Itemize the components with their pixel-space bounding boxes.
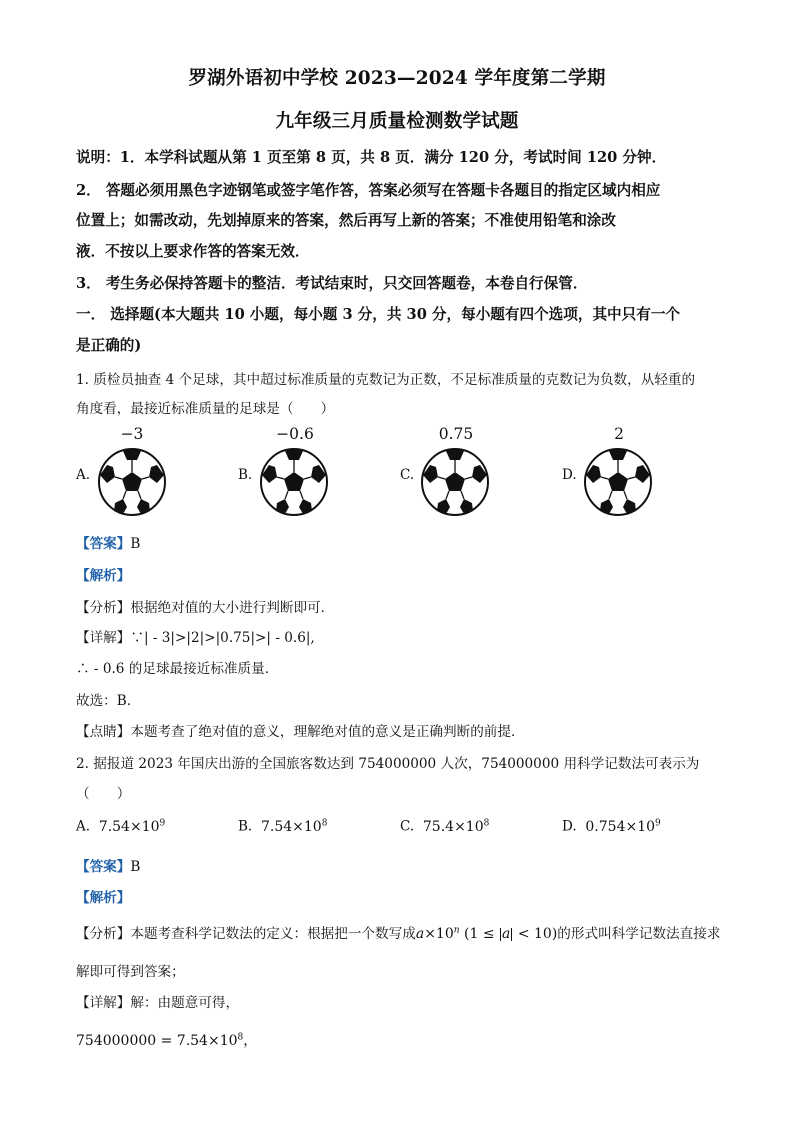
dianjing-tag: 【点睛】 [76,724,131,740]
q1-xiangjie [76,626,315,646]
xiangjie-tag: 【详解】 [76,630,131,646]
option-expression: $0.754\times 10^9$ [585,818,661,835]
q1-option-d-value: 2 [614,425,624,443]
q1-stem-line2: 角度看，最接近标准质量的足球是（ ） [76,401,335,417]
soccer-ball-icon [259,447,329,517]
section-heading-line2: 是正确的) [76,337,142,354]
section-heading-line1: 一． 选择题(本大题共 10 小题，每小题 3 分，共 30 分，每小题有四个选项，其中只有一个 [76,306,681,323]
option-label: A. [76,818,91,835]
option-expression: $7.54\times 10^8$ [260,818,328,835]
q1-dianjing [76,720,525,740]
soccer-ball-icon [420,447,490,517]
q2-fenxi [76,922,720,942]
q2-stem-line1: 2. 据报道 2023 年国庆出游的全国旅客数达到 754000000 人次，754000000 用科学记数法可表示为 [76,756,700,772]
instruction-2c: 液．不按以上要求作答的答案无效． [76,243,310,260]
q2-option-b [238,818,327,835]
option-label: B. [238,818,253,835]
q1-answer [76,532,140,552]
answer-value: B [130,859,141,875]
fenxi-text: 本题考查科学记数法的定义：根据把一个数写成 [130,926,416,942]
q1-option-c-label: C. [400,467,415,483]
option-label: D. [562,818,577,835]
q1-therefore: ∴ - 0.6 的足球最接近标准质量． [76,661,279,677]
q1-fenxi [76,596,334,616]
q1-option-b-value: −0.6 [276,425,314,443]
xiangjie-text: 解：由题意可得， [130,995,240,1011]
page-title-line1: 罗湖外语初中学校 2023—2024 学年度第二学期 [188,68,606,89]
q2-equation: $754000000 = 7.54\times 10^8$， [76,1032,258,1049]
instruction-3: 3． 考生务必保持答题卡的整洁．考试结束时，只交回答题卷，本卷自行保管． [76,275,588,292]
instruction-2a: 2． 答题必须用黑色字迹钢笔或签字笔作答，答案必须写在答题卡各题目的指定区域内相应 [76,182,661,199]
fenxi-formula: $a\times 10^n$ (1 ≤ a < 10) [415,925,558,942]
xiangjie-tag: 【详解】 [76,995,131,1011]
fenxi-tag: 【分析】 [76,926,131,942]
q2-stem-line2: （ ） [76,786,131,802]
soccer-ball-icon [97,447,167,517]
q1-choose: 故选：B． [76,693,141,709]
page-title-line2: 九年级三月质量检测数学试题 [275,111,519,132]
q2-xiangjie [76,991,239,1011]
q2-answer [76,855,140,875]
q1-option-a-value: −3 [120,425,144,443]
answer-tag: 【答案】 [76,859,131,875]
dianjing-text: 本题考查了绝对值的意义，理解绝对值的意义是正确判断的前提． [130,724,525,740]
answer-value: B [130,536,141,552]
fenxi-tag: 【分析】 [76,600,131,616]
q1-stem-line1: 1. 质检员抽查 4 个足球，其中超过标准质量的克数记为正数，不足标准质量的克数记为负数，从轻重的 [76,372,696,388]
option-expression: $75.4\times 10^8$ [422,818,490,835]
instruction-1: 说明：1．本学科试题从第 1 页至第 8 页，共 8 页．满分 120 分，考试时间 120 分钟． [76,149,667,166]
soccer-ball-icon [583,447,653,517]
fenxi-text: 根据绝对值的大小进行判断即可． [130,600,335,616]
q1-option-a-label: A. [76,467,91,483]
option-expression: $7.54\times 10^9$ [98,818,166,835]
instruction-2b: 位置上；如需改动，先划掉原来的答案，然后再写上新的答案；不准使用铅笔和涂改 [76,212,616,229]
option-label: C. [400,818,415,835]
q1-analysis-tag: 【解析】 [76,568,131,584]
answer-tag: 【答案】 [76,536,131,552]
q2-option-a [76,818,165,835]
q1-option-c-value: 0.75 [438,425,474,443]
q2-analysis-tag: 【解析】 [76,890,131,906]
q2-option-c [400,818,489,835]
fenxi-text-end: 的形式叫科学记数法直接求 [557,926,721,942]
q1-option-b-label: B. [238,467,253,483]
xiangjie-text: ∵| - 3|>|2|>|0.75|>| - 0.6|, [130,630,315,646]
q1-option-d-label: D. [562,467,577,483]
q2-fenxi-line2: 解即可得到答案； [76,964,185,980]
q2-option-d [562,818,661,835]
